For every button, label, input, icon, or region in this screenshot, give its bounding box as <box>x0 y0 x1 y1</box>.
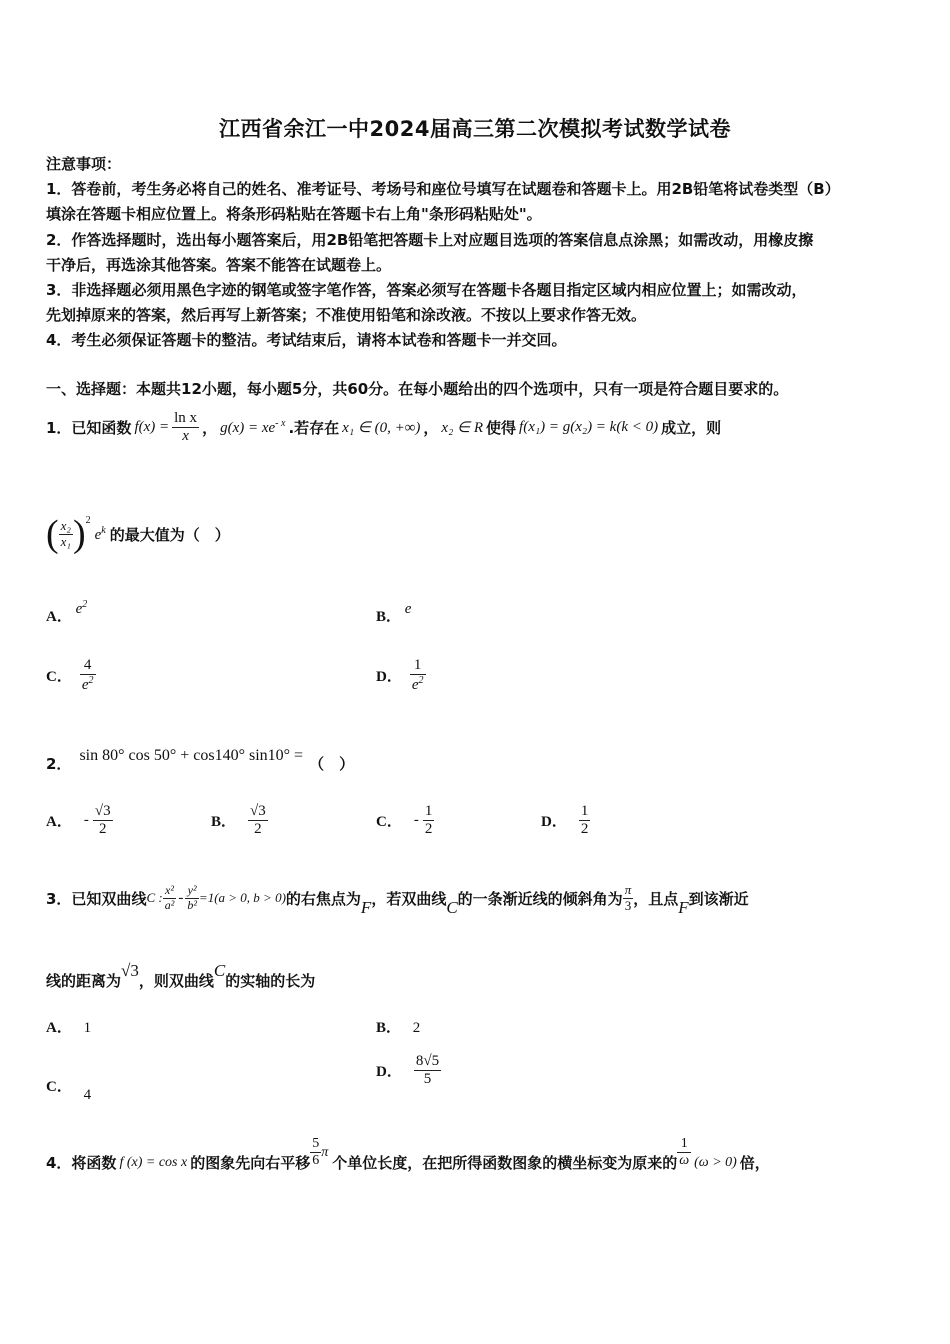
right-paren: ) <box>72 513 86 555</box>
q4-pi: π <box>321 1144 329 1160</box>
notice-line: 干净后，再选涂其他答案。答案不能答在试题卷上。 <box>46 256 392 274</box>
q2-option-a: A． - $\frac{√3}{2}$ <box>46 803 111 838</box>
q1-expr-sup: 2 <box>85 515 91 526</box>
q1-option-a: A． $e^2$ <box>46 599 88 625</box>
q4-text: 的图象先向右平移 <box>190 1154 311 1173</box>
q3-c-label: C : <box>146 890 163 906</box>
q4-function: f (x) = cos x <box>119 1154 188 1170</box>
q1-make: 使得 <box>486 419 517 438</box>
notice-line: 填涂在答题卡相应位置上。将条形码粘贴在答题卡右上角"条形码粘贴处"。 <box>46 205 542 223</box>
q2-option-d: D． $\frac{1}{2}$ <box>541 803 589 838</box>
q3-text: 线的距离为 <box>46 972 122 990</box>
q4-scale-frac: $\frac{1}{\omega}$ <box>679 1136 690 1169</box>
q2-d-frac: $\frac{1}{2}$ <box>580 803 589 838</box>
q3-x-frac: $\frac{\text{x²}}{\text{a²}}$ <box>164 883 175 912</box>
q3-minus: - <box>178 889 184 906</box>
q4-shift-frac: $\frac{5}{6}$ <box>312 1136 320 1169</box>
q1-b-value: e <box>404 601 412 617</box>
notice-line: 4．考生必须保证答题卡的整洁。考试结束后，请将本试卷和答题卡一并交回。 <box>46 331 567 349</box>
q4-stem: 4．将函数 <box>46 1154 117 1173</box>
q3-d-frac: $\frac{8√5}{5}$ <box>415 1053 440 1088</box>
q3-option-d: D． $\frac{8√5}{5}$ <box>376 1053 440 1088</box>
q3-c-curve: C <box>446 898 458 918</box>
notice-line: 3．非选择题必须用黑色字迹的钢笔或签字笔作答，答案必须写在答题卡各题目指定区域内相应位置上；如需改动， <box>46 281 807 299</box>
q3-f-point: F <box>678 898 689 918</box>
left-paren: ( <box>46 513 59 555</box>
q2-number: 2． <box>46 755 72 773</box>
question-2 <box>46 745 355 773</box>
q1-stem: 1．已知函数 <box>46 419 132 438</box>
q4-omega-cond: (ω > 0) <box>694 1154 737 1170</box>
q3-b-value: 2 <box>412 1020 421 1036</box>
q1-d-frac: $\frac{1}{e^2}$ <box>411 657 424 694</box>
q3-text: ，则双曲线 <box>138 972 214 990</box>
q2-a-frac: $\frac{√3}{2}$ <box>94 803 111 838</box>
q3-option-c: C． 4 <box>46 1079 92 1103</box>
notice-line: 2．作答选择题时，选出每小题答案后，用2B铅笔把答题卡上对应题目选项的答案信息点涂黑；如需改动，用橡皮擦 <box>46 231 814 249</box>
q3-a-value: 1 <box>83 1020 92 1036</box>
notice-line: 先划掉原来的答案，然后再写上新答案；不准使用铅笔和涂改液。不按以上要求作答无效。 <box>46 306 647 324</box>
q2-option-b: B． $\frac{√3}{2}$ <box>211 803 266 838</box>
q3-angle-frac: $\frac{\pi}{3}$ <box>624 882 632 913</box>
q1-exist: .若存在 <box>288 419 340 438</box>
q1-f-lhs: f(x) = <box>134 419 170 436</box>
q3-c-curve: C <box>213 960 226 980</box>
notice-heading: 注意事项： <box>46 155 122 173</box>
q1-ask: 的最大值为（ ） <box>109 525 230 544</box>
q3-c-value: 4 <box>83 1087 92 1103</box>
q1-f-frac: $\frac{\text{ln x}}{x}$ <box>174 410 198 445</box>
q1-option-d: D． $\frac{1}{e^2}$ <box>376 657 424 694</box>
q3-y-frac: $\frac{\text{y²}}{\text{b²}}$ <box>187 883 197 912</box>
section-heading: 一、选择题：本题共12小题，每小题5分，共60分。在每小题给出的四个选项中，只有一项是符合题目要求的。 <box>46 380 789 398</box>
q3-text: ，且点 <box>633 889 679 908</box>
q3-text: 的一条渐近线的倾斜角为 <box>457 889 623 908</box>
q4-text: 倍， <box>739 1154 770 1173</box>
q3-option-b: B． 2 <box>376 1020 421 1036</box>
q1-x1-cond: x₁ ∈ (0, +∞) <box>342 420 421 437</box>
q3-stem: 3．已知双曲线 <box>46 889 147 908</box>
page-title: 江西省余江一中2024届高三第二次模拟考试数学试卷 <box>219 117 731 141</box>
q3-text: ，若双曲线 <box>371 889 447 908</box>
q1-option-b: B． e <box>376 601 412 625</box>
q3-text: 的右焦点为 <box>285 889 361 908</box>
q2-ask: （ ） <box>309 755 355 773</box>
q1-equation: f(x₁) = g(x₂) = k(k < 0) <box>519 419 659 436</box>
question-3 <box>46 882 749 918</box>
q1-ratio: $\frac{\text{x₂}}{\text{x₁}}$ <box>60 517 71 549</box>
q1-g-def: $g(x) = xe^{- x}$ <box>220 418 286 437</box>
q2-option-c: C． - $\frac{1}{2}$ <box>376 803 433 838</box>
q4-text: 个单位长度，在把所得函数图象的横坐标变为原来的 <box>332 1154 678 1173</box>
q2-expression: sin 80° cos 50° + cos140° sin10° = <box>79 746 304 764</box>
q1-tail: 成立，则 <box>661 419 722 438</box>
q3-line-2 <box>46 960 316 990</box>
q1-c-frac: $\frac{4}{e^2}$ <box>81 657 94 694</box>
q2-c-frac: $\frac{1}{2}$ <box>424 803 433 838</box>
q2-b-frac: $\frac{√3}{2}$ <box>250 803 266 838</box>
question-4 <box>46 1136 770 1173</box>
q3-text: 的实轴的长为 <box>225 972 316 990</box>
q3-option-a: A． 1 <box>46 1020 92 1036</box>
q1-sep: ， <box>202 419 218 438</box>
q1-option-c: C． $\frac{4}{e^2}$ <box>46 657 94 694</box>
notice-line: 1．答卷前，考生务必将自己的姓名、准考证号、考场号和座位号填写在试题卷和答题卡上。用2B铅笔将试卷类型（B） <box>46 180 840 198</box>
q1-comma: ， <box>423 419 439 438</box>
q1-exp-e: $e^k$ <box>94 524 106 543</box>
question-1 <box>46 410 721 446</box>
q3-f-point: F <box>360 898 372 918</box>
q1-expression-line <box>46 515 230 553</box>
q1-a-value: $e^2$ <box>75 599 88 617</box>
q3-condition: =1(a > 0, b > 0) <box>198 890 286 906</box>
q3-text: 到该渐近 <box>688 889 749 908</box>
q3-sqrt3: √3 <box>121 960 139 980</box>
q1-x2-cond: x₂ ∈ R <box>441 420 484 437</box>
